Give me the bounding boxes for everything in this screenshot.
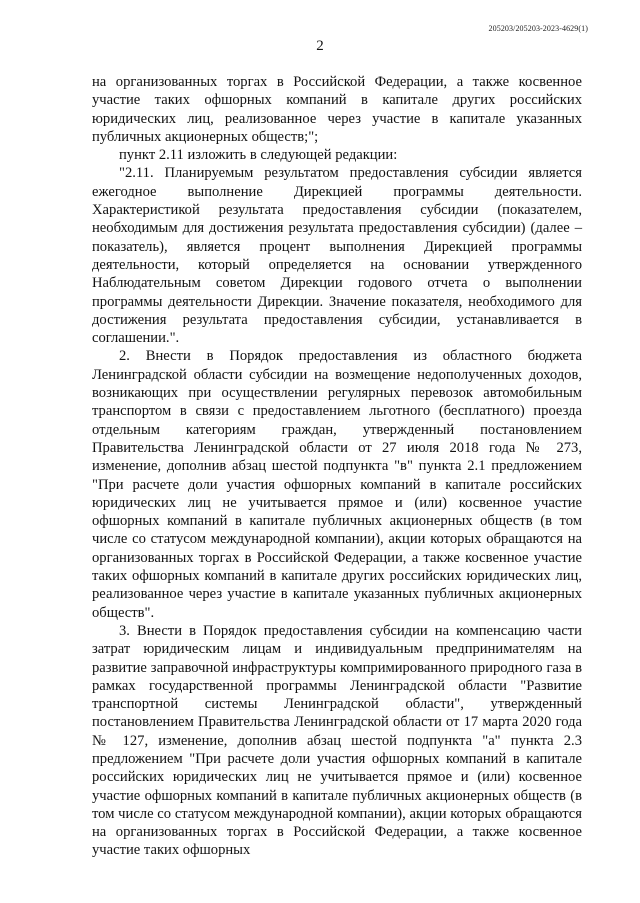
document-id: 205203/205203-2023-4629(1)	[488, 24, 588, 33]
paragraph-instruction: пункт 2.11 изложить в следующей редакции:	[119, 147, 398, 164]
paragraph-continuation: на организованных торгах в Российской Федерации, а также косвенное участие таких офшорных компаний в капитале других российских юридических лиц, реализованное через участие в капитале указанных публичных акционерных обществ;";	[92, 74, 582, 145]
page-number: 2	[316, 38, 324, 54]
paragraph-quoted-2-11: "2.11. Планируемым результатом предоставления субсидии является ежегодное выполнение Дирекцией программы деятельности. Характеристикой результата предоставления субсидии (показателем, необходимым для достижения результата предоставления субсидии) (далее – показатель), является процент выполнения Дирекцией программы деятельности, который определяется на основании утвержденного Наблюдательным советом Дирекции годового отчета о выполнении программы деятельности Дирекции. Значение показателя, необходимого для достижения результата предоставления субсидии, устанавливается в соглашении.".	[92, 165, 582, 347]
paragraph-item-3: 3. Внести в Порядок предоставления субсидии на компенсацию части затрат юридическим лицам и индивидуальным предпринимателям на развитие заправочной инфраструктуры компримированного природного газа в рамках государственной программы Ленинградской области "Развитие транспортной системы Ленинградской области", утвержденный постановлением Правительства Ленинградской области от 17 марта 2020 года № 127, изменение, дополнив абзац шестой подпункта "а" пункта 2.3 предложением "При расчете доли участия офшорных компаний в капитале российских юридических лиц не учитывается прямое и (или) косвенное участие офшорных компаний в капитале публичных акционерных обществ (в том числе со статусом международной компании), акции которых обращаются на организованных торгах в Российской Федерации, а также косвенное участие таких офшорных	[92, 622, 582, 859]
document-body	[92, 73, 582, 860]
paragraph-item-2: 2. Внести в Порядок предоставления из областного бюджета Ленинградской области субсидии на возмещение недополученных доходов, возникающих при осуществлении регулярных перевозок автомобильным транспортом в связи с предоставлением льготного (бесплатного) проезда отдельным категориям граждан, утвержденный постановлением Правительства Ленинградской области от 27 июля 2018 года № 273, изменение, дополнив абзац шестой подпункта "в" пункта 2.1 предложением "При расчете доли участия офшорных компаний в капитале российских юридических лиц не учитывается прямое и (или) косвенное участие офшорных компаний в капитале публичных акционерных обществ (в том числе со статусом международной компании), акции которых обращаются на организованных торгах в Российской Федерации, а также косвенное участие таких офшорных компаний в капитале других российских юридических лиц, реализованное через участие в капитале указанных публичных акционерных обществ".	[92, 348, 582, 621]
